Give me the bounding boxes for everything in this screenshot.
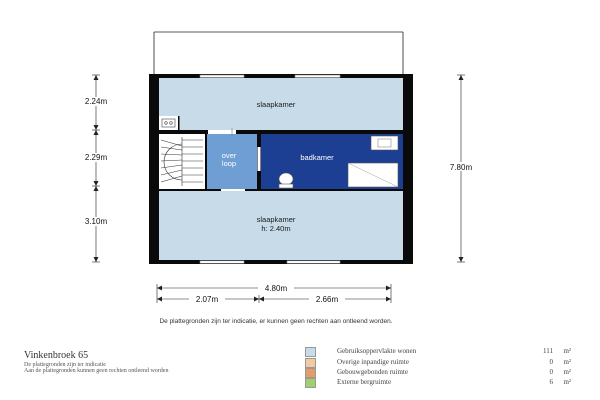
legend-label: Externe bergruimte (337, 378, 392, 386)
room-label-bathroom: badkamer (300, 153, 334, 162)
toilet-icon (279, 173, 293, 185)
legend-value: 6 (549, 378, 553, 386)
dimension-right-total: 7.80m (449, 163, 473, 172)
legend-swatch (305, 347, 316, 357)
room-label-bedroom-top: slaapkamer (256, 100, 296, 109)
sink-icon (371, 136, 398, 150)
legend-value: 0 (549, 358, 553, 366)
legend-value: 0 (549, 368, 553, 376)
legend-unit: m² (563, 358, 571, 366)
legend-row (305, 358, 571, 368)
dimension-left-bottom: 3.10m (84, 217, 108, 226)
dimension-bottom-right: 2.66m (315, 295, 339, 304)
room-label-bedroom-bottom: slaapkamer (256, 215, 296, 224)
room-label-landing-2: loop (221, 159, 237, 168)
dimension-left-middle: 2.29m (84, 153, 108, 162)
plan-disclaimer: De plattegronden zijn ter indicatie, er kunnen geen rechten aan ontleend worden. (159, 318, 393, 325)
address-title: Vinkenbroek 65 (24, 350, 89, 361)
legend-swatch (305, 378, 316, 388)
legend-value: 111 (543, 347, 553, 355)
legend-unit: m² (563, 378, 571, 386)
footer-note-line2: Aan de plattegronden kunnen geen rechten ontleend worden (24, 368, 169, 374)
dimension-left-top: 2.24m (84, 97, 108, 106)
footer-note-line1: De plattegronden zijn ter indicatie (24, 362, 106, 368)
legend-row (305, 378, 571, 388)
room-label-bedroom-height: h: 2.40m (261, 224, 291, 233)
roof-outline (154, 32, 403, 75)
dimension-bottom-total: 4.80m (264, 284, 288, 293)
legend-label: Gebruiksoppervlakte wonen (337, 347, 417, 355)
room-label-landing-1: over (221, 151, 237, 160)
dimension-bottom-left: 2.07m (195, 295, 219, 304)
legend-unit: m² (563, 368, 571, 376)
legend-label: Overige inpandige ruimte (337, 358, 409, 366)
legend-swatch (305, 368, 316, 378)
legend-label: Gebouwgebonden ruimte (337, 368, 408, 376)
legend-row (305, 347, 571, 357)
legend-unit: m² (563, 347, 571, 355)
legend-swatch (305, 358, 316, 368)
legend-row (305, 368, 571, 378)
